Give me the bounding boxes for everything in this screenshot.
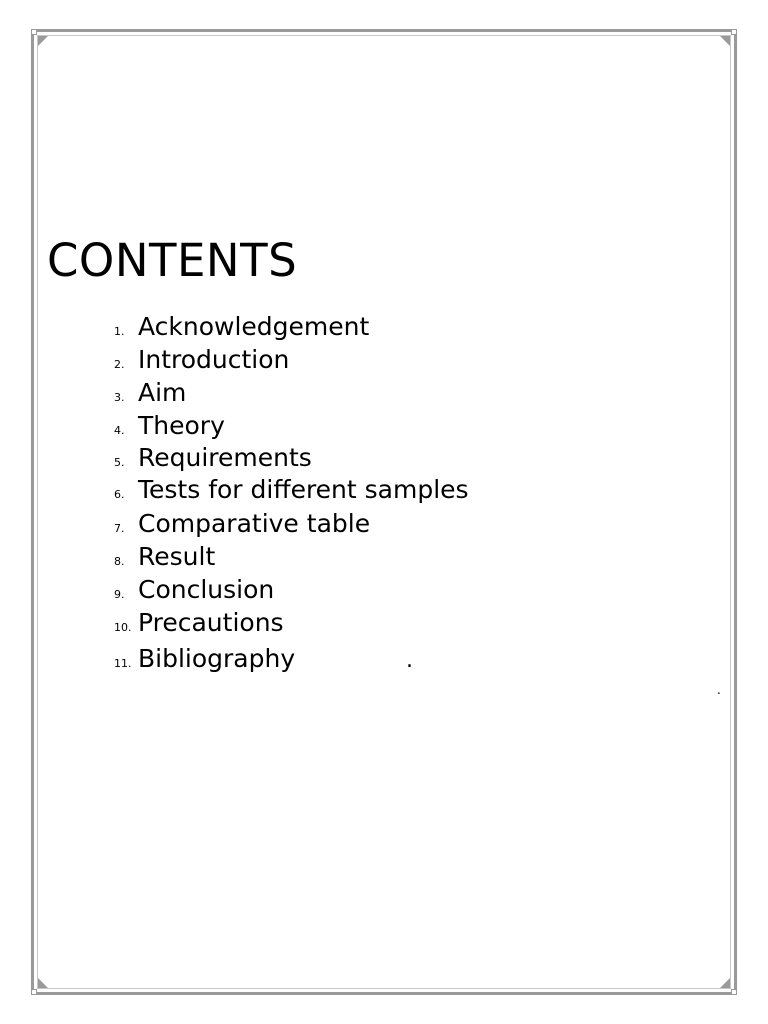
list-item [114, 474, 469, 506]
list-item [114, 344, 289, 376]
item-number: 2. [114, 358, 125, 371]
item-label: Tests for different samples [138, 475, 469, 504]
item-number: 5. [114, 456, 125, 469]
list-item [114, 377, 186, 409]
item-label: Introduction [138, 345, 290, 374]
item-label: Theory [138, 411, 225, 440]
item-label: Aim [138, 378, 187, 407]
item-label: Result [138, 542, 216, 571]
list-item [114, 311, 369, 343]
item-label: Requirements [138, 443, 312, 472]
item-label: Conclusion [138, 575, 275, 604]
item-number: 9. [114, 588, 125, 601]
item-label: Acknowledgement [138, 312, 370, 341]
list-item [114, 574, 274, 606]
item-number: 11. [114, 657, 132, 670]
item-label: Bibliography [138, 644, 296, 673]
item-number: 7. [114, 522, 125, 535]
list-item [114, 508, 370, 540]
list-item [114, 607, 284, 639]
item-number: 6. [114, 488, 125, 501]
item-number: 3. [114, 391, 125, 404]
list-item [114, 541, 215, 573]
item-label: Comparative table [138, 509, 371, 538]
page-title: CONTENTS [47, 234, 298, 287]
item-number: 1. [114, 325, 125, 338]
list-item [114, 410, 225, 442]
item-number: 8. [114, 555, 125, 568]
list-item [114, 643, 295, 675]
item-label: Precautions [138, 608, 284, 637]
stray-period: . [406, 648, 413, 673]
list-item [114, 442, 312, 474]
item-number: 4. [114, 424, 125, 437]
stray-period: . [717, 683, 721, 697]
item-number: 10. [114, 621, 132, 634]
